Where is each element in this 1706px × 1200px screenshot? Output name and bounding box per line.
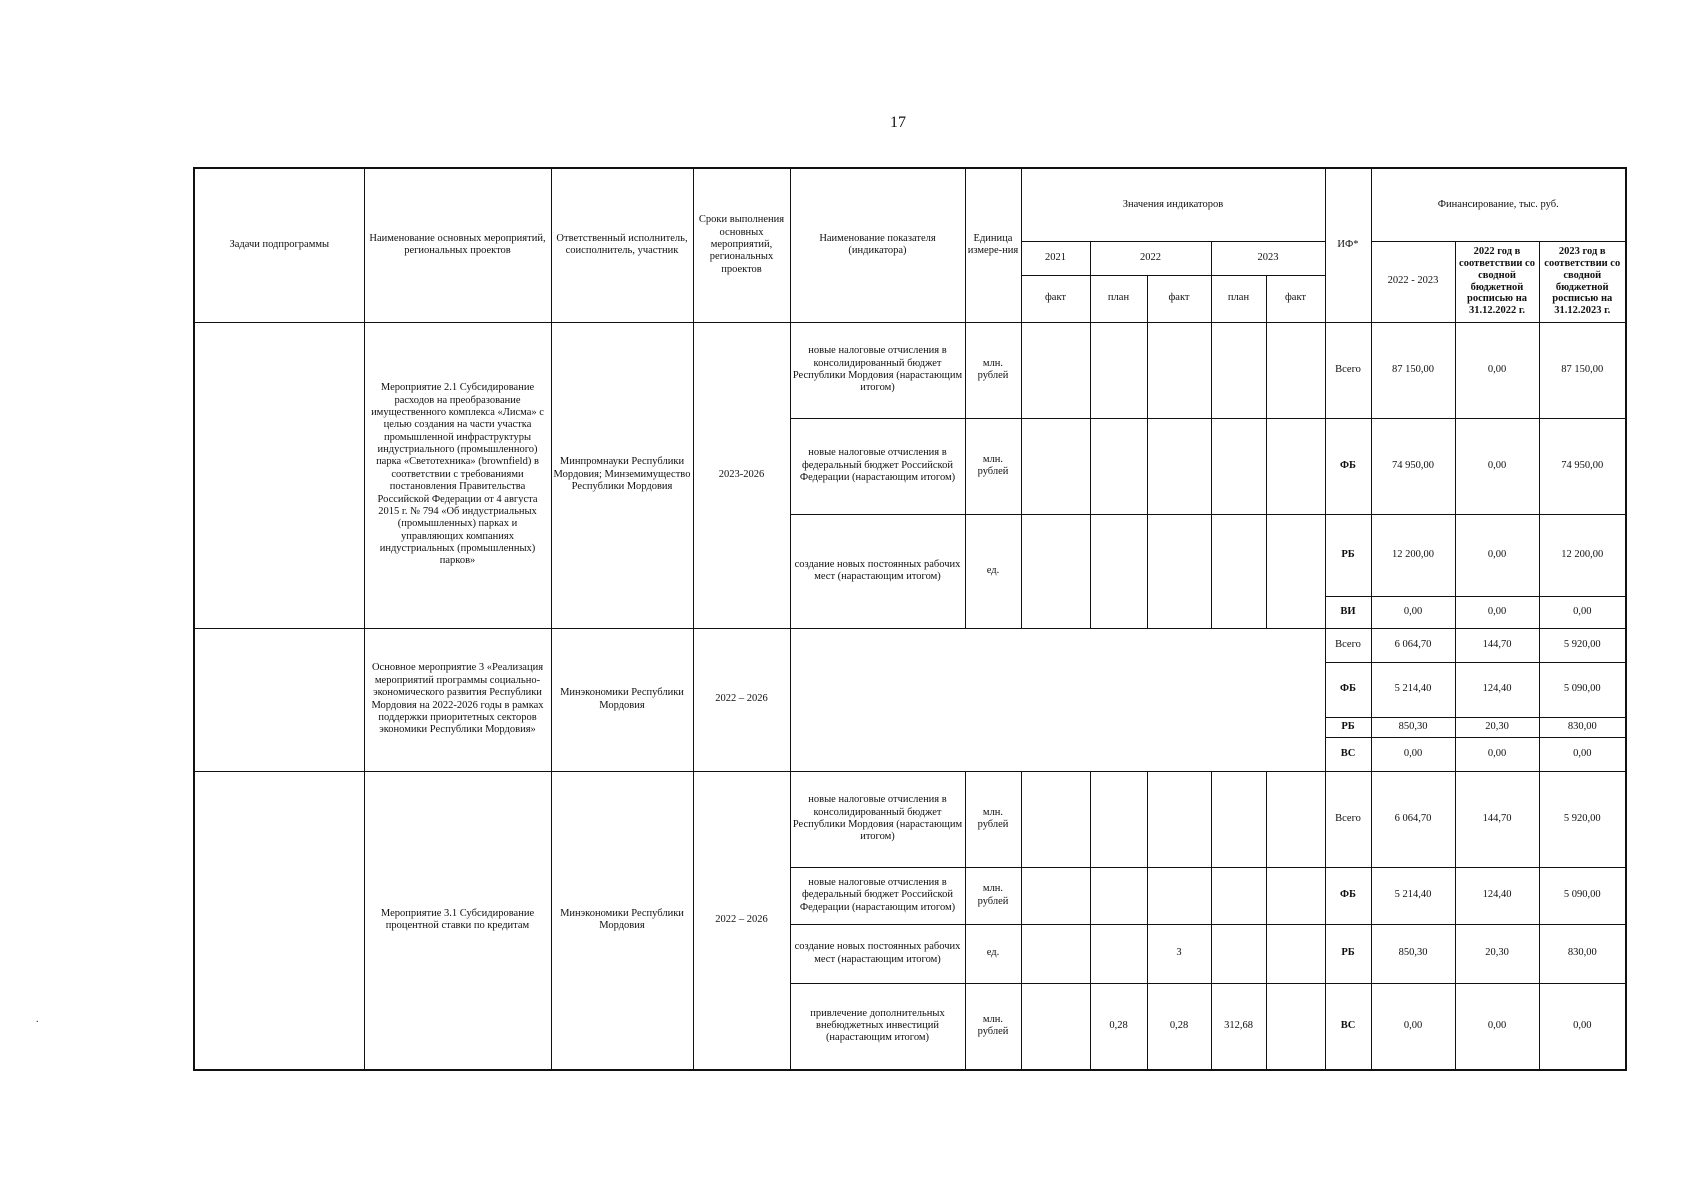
task-cell: [194, 322, 364, 628]
header-plan-2022: план: [1090, 275, 1147, 322]
page-number: 17: [890, 114, 906, 131]
finance-2022: 124,40: [1455, 662, 1539, 717]
header-fin-period: 2022 - 2023: [1371, 241, 1455, 322]
finance-total: 6 064,70: [1371, 628, 1455, 662]
header-financing: Финансирование, тыс. руб.: [1371, 168, 1626, 241]
header-source: ИФ*: [1325, 168, 1371, 322]
finance-2022: 124,40: [1455, 867, 1539, 924]
value-plan-2023: [1211, 418, 1266, 514]
value-plan-2023: [1211, 924, 1266, 983]
finance-2023: 0,00: [1539, 596, 1626, 628]
value-fact-2021: [1021, 322, 1090, 418]
header-fact-2023: факт: [1266, 275, 1325, 322]
value-fact-2021: [1021, 983, 1090, 1070]
value-fact-2023: [1266, 924, 1325, 983]
finance-2023: 12 200,00: [1539, 514, 1626, 596]
value-fact-2023: [1266, 771, 1325, 867]
indicator-unit: млн. рублей: [965, 322, 1021, 418]
value-plan-2022: [1090, 924, 1147, 983]
header-fact-2022: факт: [1147, 275, 1211, 322]
finance-total: 74 950,00: [1371, 418, 1455, 514]
indicator-name: привлечение дополнительных внебюджетных инвестиций (нарастающим итогом): [790, 983, 965, 1070]
finance-source: ВИ: [1325, 596, 1371, 628]
stray-mark: .: [36, 1014, 39, 1025]
header-year-2023: 2023: [1211, 241, 1325, 275]
finance-total: 12 200,00: [1371, 514, 1455, 596]
finance-2022: 144,70: [1455, 771, 1539, 867]
header-fin-2023: 2023 год в соответствии со сводной бюджетной росписью на 31.12.2023 г.: [1539, 241, 1626, 322]
value-plan-2023: [1211, 322, 1266, 418]
header-unit: Единица измере-ния: [965, 168, 1021, 322]
value-fact-2022: 0,28: [1147, 983, 1211, 1070]
value-plan-2022: [1090, 514, 1147, 628]
finance-total: 6 064,70: [1371, 771, 1455, 867]
value-fact-2023: [1266, 418, 1325, 514]
header-indicator-name: Наименование показателя (индикатора): [790, 168, 965, 322]
finance-total: 5 214,40: [1371, 867, 1455, 924]
finance-source: Всего: [1325, 628, 1371, 662]
value-fact-2023: [1266, 514, 1325, 628]
finance-2023: 0,00: [1539, 983, 1626, 1070]
finance-2023: 5 920,00: [1539, 628, 1626, 662]
value-fact-2022: [1147, 418, 1211, 514]
value-plan-2022: [1090, 867, 1147, 924]
value-fact-2021: [1021, 418, 1090, 514]
task-cell: [194, 771, 364, 1070]
value-plan-2022: [1090, 322, 1147, 418]
finance-source: Всего: [1325, 322, 1371, 418]
finance-2023: 0,00: [1539, 737, 1626, 771]
measure-3: Основное мероприятие 3 «Реализация мероприятий программы социально-экономического развития Республики Мордовия на 2022-2026 годы в рамках поддержки приоритетных секторов экономики Республики Мордовия»: [364, 628, 551, 771]
indicator-name: новые налоговые отчисления в федеральный бюджет Российской Федерации (нарастающим итогом): [790, 418, 965, 514]
measure-2-1: Мероприятие 2.1 Субсидирование расходов на преобразование имущественного комплекса «Лисма» с целью создания на части участка промышленной инфраструктуры индустриального (промышленного) парка «Светотехника» (brownfield) в соответствии с требованиями постановления Правительства Российской Федерации от 4 августа 2015 г. № 794 «Об индустриальных (промышленных) парках и управляющих компаниях индустриальных (промышленных) парков»: [364, 322, 551, 628]
finance-2023: 5 090,00: [1539, 867, 1626, 924]
finance-2022: 0,00: [1455, 418, 1539, 514]
header-indicator-values: Значения индикаторов: [1021, 168, 1325, 241]
header-fin-2022: 2022 год в соответствии со сводной бюджетной росписью на 31.12.2022 г.: [1455, 241, 1539, 322]
terms-3: 2022 – 2026: [693, 628, 790, 771]
finance-source: ВС: [1325, 737, 1371, 771]
value-fact-2022: 3: [1147, 924, 1211, 983]
finance-source: ФБ: [1325, 867, 1371, 924]
indicator-unit: ед.: [965, 924, 1021, 983]
header-plan-2023: план: [1211, 275, 1266, 322]
program-table: [193, 167, 1627, 1071]
executor-3-1: Минэкономики Республики Мордовия: [551, 771, 693, 1070]
finance-2023: 5 090,00: [1539, 662, 1626, 717]
finance-2022: 144,70: [1455, 628, 1539, 662]
indicator-unit: млн. рублей: [965, 771, 1021, 867]
indicator-name: новые налоговые отчисления в федеральный бюджет Российской Федерации (нарастающим итогом): [790, 867, 965, 924]
finance-2023: 830,00: [1539, 924, 1626, 983]
finance-total: 850,30: [1371, 924, 1455, 983]
header-executor: Ответственный исполнитель, соисполнитель, участник: [551, 168, 693, 322]
value-plan-2022: 0,28: [1090, 983, 1147, 1070]
header-tasks: Задачи подпрограммы: [194, 168, 364, 322]
finance-source: РБ: [1325, 924, 1371, 983]
indicator-unit: ед.: [965, 514, 1021, 628]
value-fact-2023: [1266, 322, 1325, 418]
finance-total: 5 214,40: [1371, 662, 1455, 717]
indicator-name: создание новых постоянных рабочих мест (нарастающим итогом): [790, 924, 965, 983]
value-plan-2022: [1090, 771, 1147, 867]
finance-2022: 0,00: [1455, 322, 1539, 418]
indicator-name: новые налоговые отчисления в консолидированный бюджет Республики Мордовия (нарастающим итогом): [790, 322, 965, 418]
value-fact-2021: [1021, 867, 1090, 924]
indicator-name: новые налоговые отчисления в консолидированный бюджет Республики Мордовия (нарастающим итогом): [790, 771, 965, 867]
value-fact-2021: [1021, 924, 1090, 983]
finance-2022: 0,00: [1455, 596, 1539, 628]
header-fact-2021: факт: [1021, 275, 1090, 322]
value-plan-2023: [1211, 514, 1266, 628]
indicator-name: создание новых постоянных рабочих мест (нарастающим итогом): [790, 514, 965, 628]
indicator-unit: млн. рублей: [965, 983, 1021, 1070]
finance-source: ФБ: [1325, 662, 1371, 717]
header-measures: Наименование основных мероприятий, региональных проектов: [364, 168, 551, 322]
value-fact-2022: [1147, 771, 1211, 867]
value-fact-2022: [1147, 867, 1211, 924]
finance-source: ФБ: [1325, 418, 1371, 514]
value-plan-2023: 312,68: [1211, 983, 1266, 1070]
header-year-2021: 2021: [1021, 241, 1090, 275]
finance-total: 0,00: [1371, 983, 1455, 1070]
finance-2022: 0,00: [1455, 983, 1539, 1070]
terms-2-1: 2023-2026: [693, 322, 790, 628]
finance-source: РБ: [1325, 717, 1371, 737]
executor-2-1: Минпромнауки Республики Мордовия; Минземимущество Республики Мордовия: [551, 322, 693, 628]
finance-total: 0,00: [1371, 596, 1455, 628]
finance-2023: 87 150,00: [1539, 322, 1626, 418]
indicator-unit: млн. рублей: [965, 867, 1021, 924]
value-plan-2022: [1090, 418, 1147, 514]
indicator-unit: млн. рублей: [965, 418, 1021, 514]
task-cell: [194, 628, 364, 771]
value-fact-2021: [1021, 771, 1090, 867]
finance-2023: 830,00: [1539, 717, 1626, 737]
finance-source: Всего: [1325, 771, 1371, 867]
finance-2023: 74 950,00: [1539, 418, 1626, 514]
finance-2022: 0,00: [1455, 514, 1539, 596]
value-fact-2022: [1147, 322, 1211, 418]
finance-2022: 0,00: [1455, 737, 1539, 771]
terms-3-1: 2022 – 2026: [693, 771, 790, 1070]
finance-total: 87 150,00: [1371, 322, 1455, 418]
executor-3: Минэкономики Республики Мордовия: [551, 628, 693, 771]
finance-total: 850,30: [1371, 717, 1455, 737]
finance-2022: 20,30: [1455, 924, 1539, 983]
header-year-2022: 2022: [1090, 241, 1211, 275]
value-fact-2021: [1021, 514, 1090, 628]
value-plan-2023: [1211, 771, 1266, 867]
header-terms: Сроки выполнения основных мероприятий, региональных проектов: [693, 168, 790, 322]
finance-2022: 20,30: [1455, 717, 1539, 737]
indicators-empty: [790, 628, 1325, 771]
value-fact-2023: [1266, 867, 1325, 924]
finance-source: РБ: [1325, 514, 1371, 596]
finance-2023: 5 920,00: [1539, 771, 1626, 867]
measure-3-1: Мероприятие 3.1 Субсидирование процентной ставки по кредитам: [364, 771, 551, 1070]
value-fact-2022: [1147, 514, 1211, 628]
finance-total: 0,00: [1371, 737, 1455, 771]
value-fact-2023: [1266, 983, 1325, 1070]
finance-source: ВС: [1325, 983, 1371, 1070]
value-plan-2023: [1211, 867, 1266, 924]
